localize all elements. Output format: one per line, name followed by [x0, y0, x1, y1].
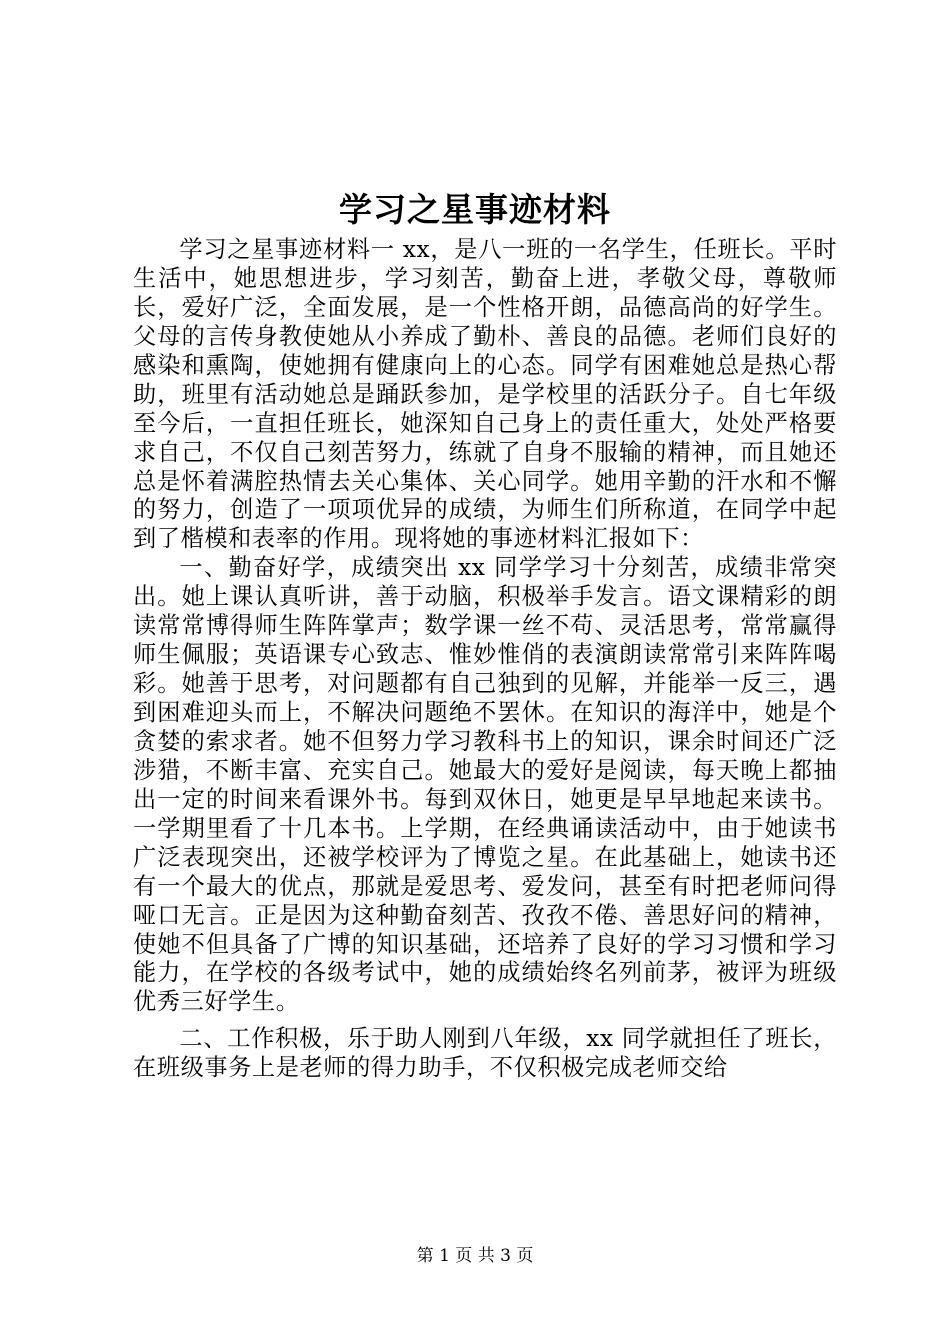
paragraph-section-2: 二、工作积极，乐于助人刚到八年级，xx 同学就担任了班长，在班级事务上是老师的得力助手，不仅积极完成老师交给 — [133, 1025, 837, 1082]
paragraph-section-1: 一、勤奋好学，成绩突出 xx 同学学习十分刻苦，成绩非常突出。她上课认真听讲，善于动脑，积极举手发言。语文课精彩的朗读常常博得师生阵阵掌声；数学课一丝不苟、灵活思考，常常赢得师生佩服；英语课专心致志、惟妙惟俏的表演朗读常常引来阵阵喝彩。她善于思考，对问题都有自己独到的见解，并能举一反三，遇到困难迎头而上，不解决问题绝不罢休。在知识的海洋中，她是个贪婪的索求者。她不但努力学习教科书上的知识，课余时间还广泛涉猎，不断丰富、充实自己。她最大的爱好是阅读，每天晚上都抽出一定的时间来看课外书。每到双休日，她更是早早地起来读书。一学期里看了十几本书。上学期，在经典诵读活动中，由于她读书广泛表现突出，还被学校评为了博览之星。在此基础上，她读书还有一个最大的优点，那就是爱思考、爱发问，甚至有时把老师问得哑口无言。正是因为这种勤奋刻苦、孜孜不倦、善思好问的精神，使她不但具备了广博的知识基础，还培养了良好的学习习惯和学习能力，在学校的各级考试中，她的成绩始终名列前茅，被评为班级优秀三好学生。 — [133, 554, 837, 1016]
document-body — [133, 236, 837, 1083]
paragraph-intro: 学习之星事迹材料一 xx，是八一班的一名学生，任班长。平时生活中，她思想进步，学习刻苦，勤奋上进，孝敬父母，尊敬师长，爱好广泛，全面发展，是一个性格开朗，品德高尚的好学生。父母的言传身教使她从小养成了勤朴、善良的品德。老师们良好的感染和熏陶，使她拥有健康向上的心态。同学有困难她总是热心帮助，班里有活动她总是踊跃参加，是学校里的活跃分子。自七年级至今后，一直担任班长，她深知自己身上的责任重大，处处严格要求自己，不仅自己刻苦努力，练就了自身不服输的精神，而且她还总是怀着满腔热情去关心集体、关心同学。她用辛勤的汗水和不懈的努力，创造了一项项优异的成绩，为师生们所称道，在同学中起到了楷模和表率的作用。现将她的事迹材料汇报如下： — [133, 236, 837, 553]
page-footer: 第 1 页 共 3 页 — [416, 1246, 534, 1266]
document-title: 学习之星事迹材料 — [339, 190, 611, 229]
